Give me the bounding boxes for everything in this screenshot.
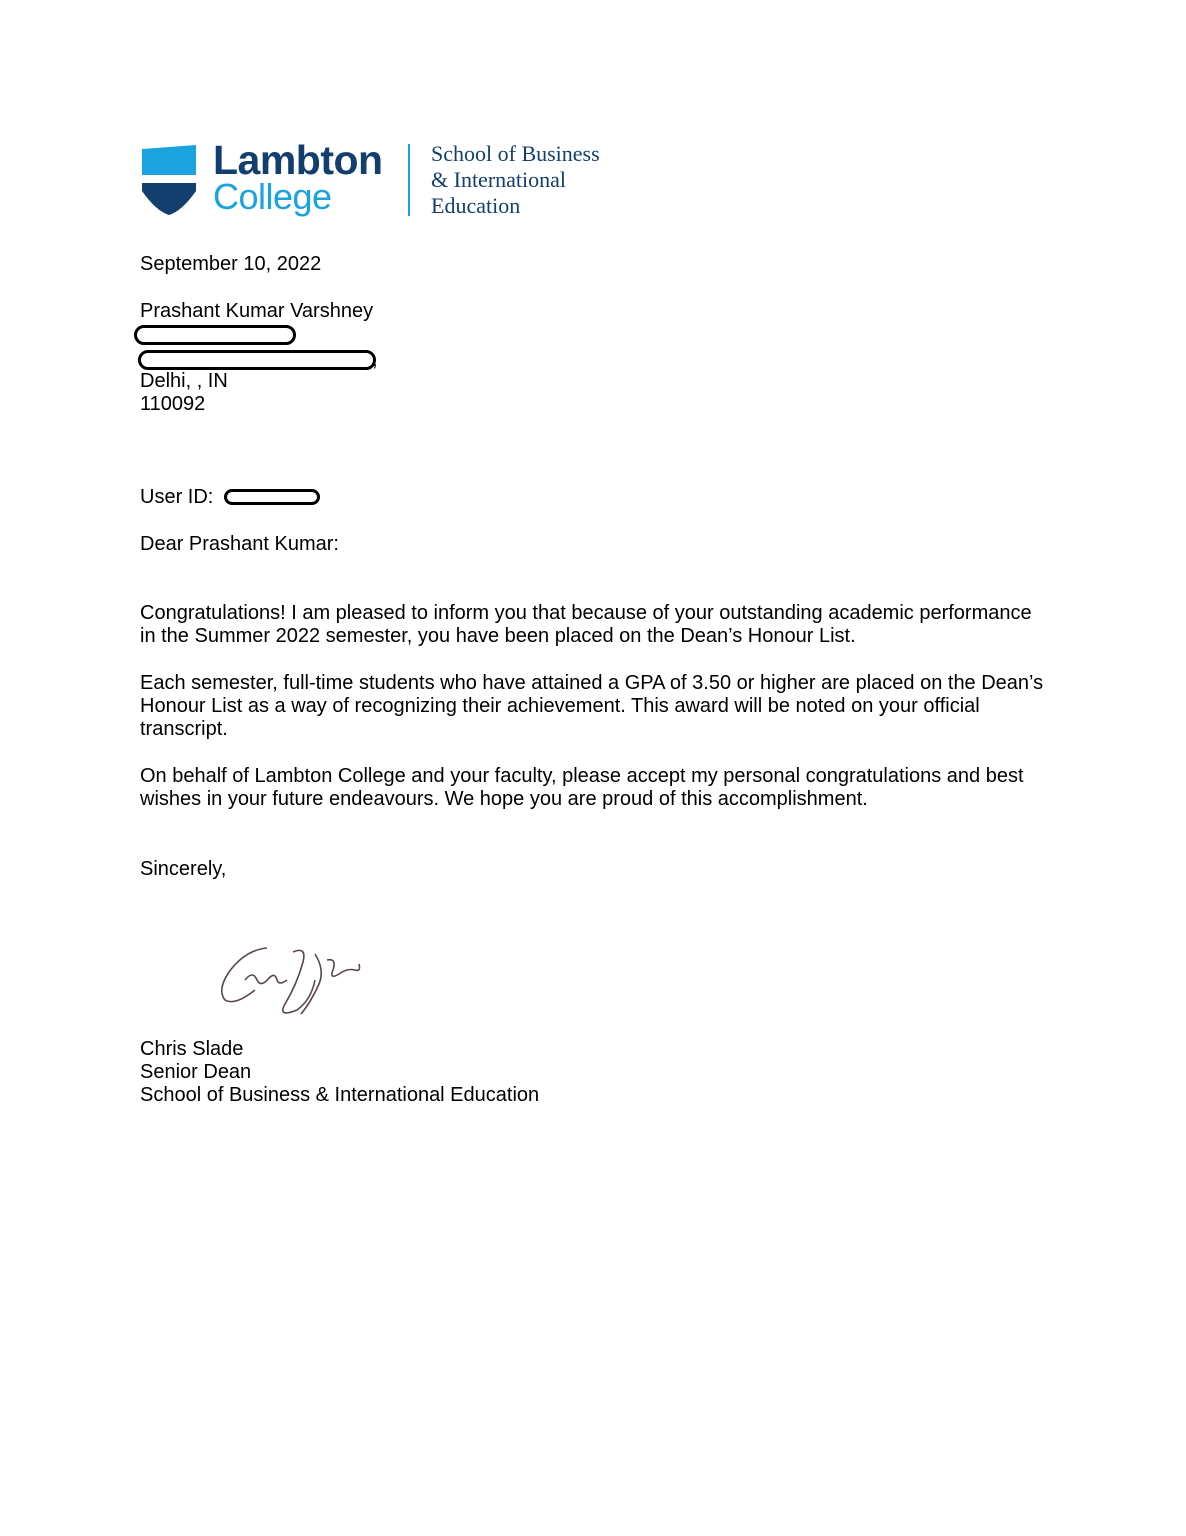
signer-department: School of Business & International Education — [140, 1084, 540, 1106]
user-id-label: User ID: — [140, 486, 214, 508]
brand-name: Lambton — [213, 137, 383, 183]
recipient-name: Prashant Kumar Varshney — [140, 300, 374, 322]
school-name-line: School of Business — [431, 141, 600, 166]
address-comma: , — [372, 349, 378, 371]
redacted-address-line — [138, 350, 376, 370]
signer-name: Chris Slade — [140, 1038, 244, 1060]
redacted-user-id — [224, 489, 320, 505]
signer-title: Senior Dean — [140, 1061, 252, 1083]
school-name-line: Education — [431, 193, 521, 218]
letter-date: September 10, 2022 — [140, 253, 322, 275]
body-paragraph: Each semester, full-time students who have attained a GPA of 3.50 or higher are placed on the Dean’s Honour List as a way of recognizing their achievement. This award will be noted on your official transcript. — [140, 672, 1044, 740]
school-name-line: & International — [431, 167, 567, 192]
salutation: Dear Prashant Kumar: — [140, 533, 339, 555]
address-postcode: 110092 — [140, 393, 206, 415]
lambton-shield-logo-icon — [142, 145, 196, 215]
handwritten-signature — [215, 940, 375, 1025]
letterhead — [142, 137, 622, 220]
closing: Sincerely, — [140, 858, 227, 880]
body-paragraph: On behalf of Lambton College and your faculty, please accept my personal congratulations and best wishes in your future endeavours. We hope you are proud of this accomplishment. — [140, 765, 1024, 810]
brand-subname: College — [213, 176, 332, 217]
redacted-address-line — [134, 325, 296, 345]
address-city: Delhi, , IN — [140, 370, 228, 392]
school-name — [431, 141, 600, 219]
body-paragraph: Congratulations! I am pleased to inform you that because of your outstanding academic performance in the Summer 2022 semester, you have been placed on the Dean’s Honour List. — [140, 602, 1032, 647]
letterhead-divider — [408, 144, 410, 216]
